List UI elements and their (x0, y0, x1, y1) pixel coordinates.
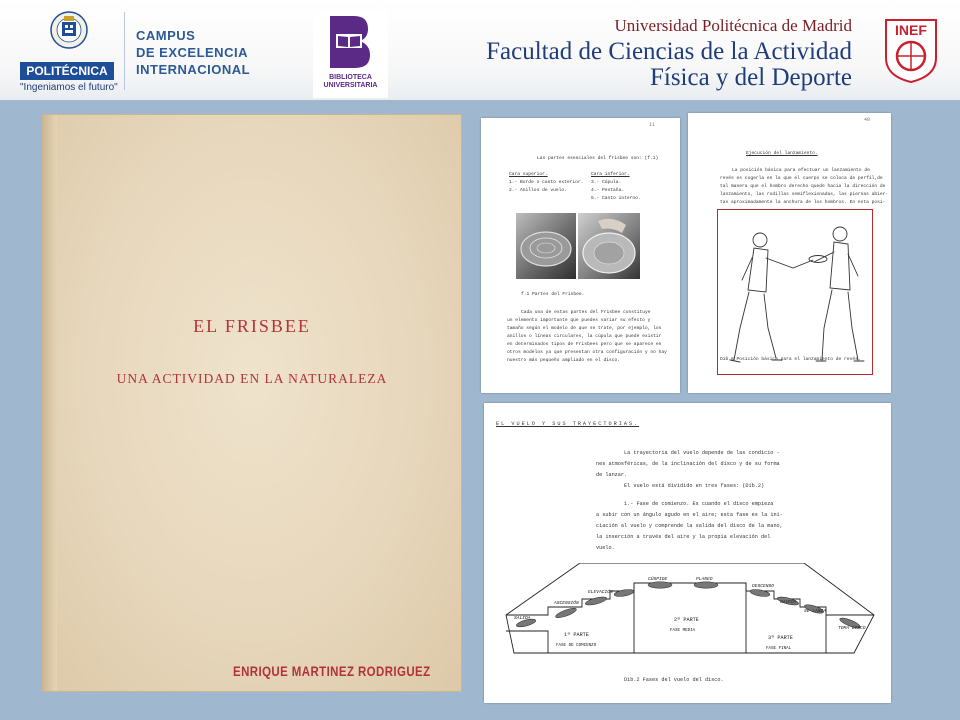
two-players-illustration (718, 210, 872, 374)
header-banner (0, 0, 960, 100)
label-fase3: FASE FINAL (766, 647, 792, 651)
biblioteca-text (313, 74, 388, 90)
frisbee-top-photo (516, 213, 576, 279)
body-line: nuestro más pequeño ampliado en el disco. (507, 358, 621, 363)
upm-badge: POLITÉCNICA (20, 62, 114, 80)
page-heading: Las partes esenciales del frisbee son: (f.1) (537, 156, 659, 161)
body-line: revés es cogerla en la que el cuerpo se coloca de perfil,de (720, 176, 883, 181)
body-line: 1.- Fase de comienzo. Es cuando el disco empieza (624, 501, 774, 507)
faculty-line: Física y del Deporte (649, 64, 852, 91)
frisbee-bottom-icon (578, 213, 640, 279)
cover-subtitle: UNA ACTIVIDAD EN LA NATURALEZA (116, 371, 388, 386)
page-frisbee-parts (481, 118, 680, 393)
body-line: en determinados tipos de Frisbees pero que se aparece en (507, 342, 662, 347)
svg-text:INEF: INEF (895, 22, 927, 38)
body-line: un elemento importante que puedes variar su efecto y (507, 318, 651, 323)
label-salida: SALIDA (514, 616, 531, 621)
label-elevacion: ELEVACIÓN (588, 590, 613, 595)
body-line: anillos o líneas circulares, la cúpula que puede existir (507, 334, 662, 339)
cover-title: EL FRISBEE (193, 316, 311, 336)
body-line: El vuelo está dividido en tres fases: (Dib.2) (624, 483, 765, 489)
page-heading: EL VUELO Y SUS TRAYECTORIAS. (496, 421, 640, 427)
part-item: 5.- Canto interno. (591, 196, 641, 201)
campus-line: CAMPUS (136, 28, 196, 43)
biblioteca-line: UNIVERSITARIA (323, 82, 378, 89)
body-line: La trayectoria del vuelo depende de las condicio - (624, 450, 780, 456)
page-throw-execution (688, 113, 891, 393)
page-number: 40 (864, 117, 871, 123)
part-item: 4.- Pestaña. (591, 188, 625, 193)
campus-line: INTERNACIONAL (136, 62, 251, 77)
label-cuspide: CÚSPIDE (648, 577, 668, 582)
campus-line: DE EXCELENCIA (136, 45, 248, 60)
faculty-name (486, 39, 852, 91)
header-divider (124, 12, 125, 90)
label-parte2: 2ª PARTE (674, 617, 699, 623)
figure-caption: Dib.8 Posición básica para el lanzamiento de revés. (720, 357, 861, 362)
label-fase1: FASE DE COMIENZO (556, 644, 597, 648)
label-rasante: SE LANZA (804, 609, 827, 614)
body-line: nes atmosféricas, de la inclinación del disco y de su forma (596, 461, 780, 467)
illustration-frame (717, 209, 873, 375)
book-cover (43, 115, 461, 691)
body-line: tas aproximadamente la anchura de los hombros. En esta posi- (720, 200, 886, 205)
label-parte1: 1ª PARTE (564, 632, 589, 638)
figure-caption: Dib.2 Fases del vuelo del disco. (624, 677, 724, 683)
body-line: tamaño según el modelo de que se trate, por ejemplo, los (507, 326, 662, 331)
body-line: Cada una de estas partes del Frisbee constituye (521, 310, 651, 315)
inef-logo-icon (884, 18, 938, 84)
university-name: Universidad Politécnica de Madrid (614, 16, 852, 35)
frisbee-top-icon (516, 213, 576, 279)
upper-face-label: Cara superior. (509, 172, 548, 177)
body-line: vuelo. (596, 545, 615, 551)
label-planeo: PLANEO (696, 577, 713, 582)
label-fase2: FASE MEDIA (670, 629, 696, 633)
label-navega: NAVEGA (780, 600, 797, 605)
label-ascension: ASCENSIÓN (554, 601, 579, 606)
cover-binding (43, 115, 57, 691)
label-toma: TOMA DISCO (838, 626, 866, 631)
body-line: lanzamiento, las rodillas semiflexionadas, las piernas abier- (720, 192, 889, 197)
page-flight-trajectories (484, 403, 891, 703)
label-parte3: 3ª PARTE (768, 635, 793, 641)
upm-crest-icon (50, 8, 88, 56)
campus-excelencia-text (136, 27, 250, 78)
body-line: tal manera que el hombro derecho quede hacia la dirección de (720, 184, 886, 189)
lower-face-label: Cara inferior. (591, 172, 630, 177)
page-number: 11 (649, 122, 656, 128)
cover-author: ENRIQUE MARTINEZ RODRIGUEZ (233, 663, 431, 679)
upm-slogan: "Ingeniamos el futuro" (20, 82, 118, 93)
figure-caption: f.1 Partes del Frisbee. (521, 292, 585, 297)
part-item: 2.- Anillos de vuelo. (509, 188, 567, 193)
upm-logo (20, 8, 116, 96)
label-descenso: DESCENSO (752, 584, 775, 589)
body-line: otros modelos ya que presentan otra configuración y no hay (507, 350, 667, 355)
body-line: a subir con un ángulo agudo en el aire; esta fase es la ini- (596, 512, 783, 518)
biblioteca-b-icon (328, 14, 372, 70)
body-line: la inserción a través del aire y la propia elevación del (596, 534, 771, 540)
body-line: ciación al vuelo y comprende la salida del disco de la mano, (596, 523, 783, 529)
body-line: de lanzar. (596, 472, 628, 478)
part-item: 3.- Cúpula. (591, 180, 622, 185)
biblioteca-logo (313, 12, 388, 98)
part-item: 1.- Borde o canto exterior. (509, 180, 584, 185)
faculty-line: Facultad de Ciencias de la Actividad (486, 38, 852, 65)
page-heading: Ejecución del lanzamiento. (746, 151, 818, 156)
biblioteca-line: BIBLIOTECA (329, 74, 372, 81)
body-line: La posición básica para efectuar un lanzamiento de (732, 168, 870, 173)
flight-phases-diagram (484, 563, 891, 678)
frisbee-bottom-photo (578, 213, 640, 279)
